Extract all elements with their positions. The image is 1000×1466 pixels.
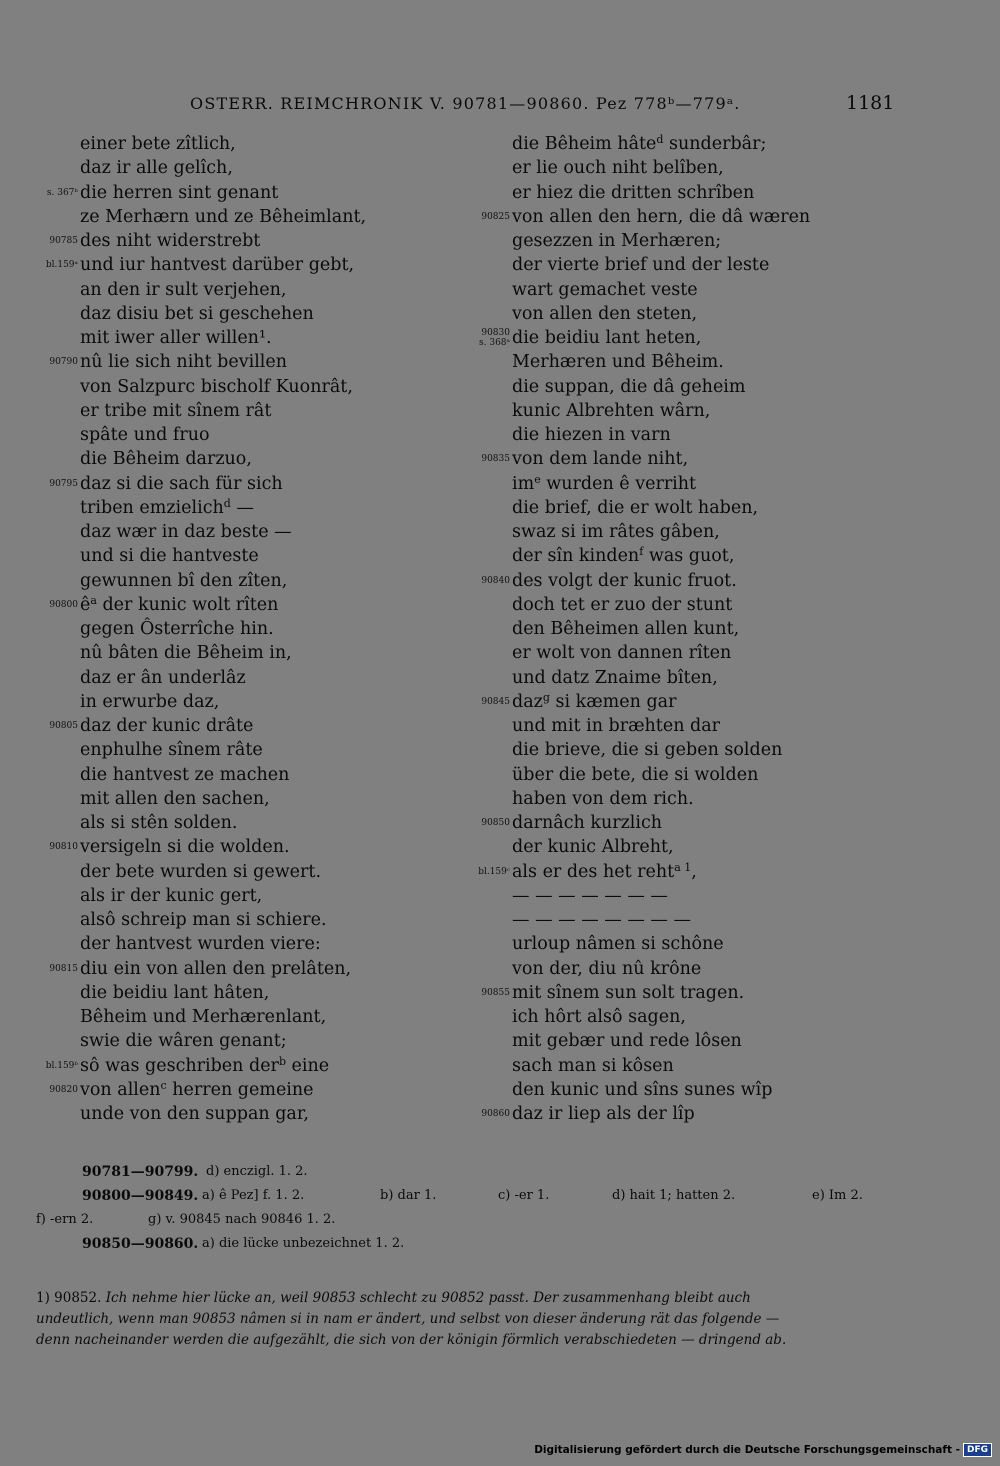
verse-line — [0, 641, 470, 665]
apparatus-range: 90850—90860. — [82, 1236, 199, 1252]
line-number: 90810 — [49, 842, 78, 853]
verse-line — [0, 205, 470, 229]
verse-line — [0, 278, 470, 302]
verse-line — [460, 326, 1000, 350]
verse-text: ich hôrt alsô sagen, — [512, 1007, 686, 1027]
verse-text: urloup nâmen si schône — [512, 934, 724, 955]
verse-text: swaz si im râtes gâben, — [512, 522, 720, 542]
apparatus-marker: d — [223, 496, 231, 510]
verse-text: daz er ân underlâz — [80, 667, 246, 688]
line-number: 90835 — [481, 454, 510, 465]
line-number: 90790 — [49, 357, 78, 368]
verse-text: über die bete, die si wolden — [512, 764, 759, 785]
verse-line — [460, 811, 1000, 835]
verse-text: von Salzpurc bischolf Kuonrât, — [80, 376, 353, 397]
verse-text: kunic Albrehten wârn, — [512, 400, 711, 421]
apparatus-entry: a) ê Pez] f. 1. 2. — [202, 1188, 305, 1203]
verse-text: als er des het reht$^{a 1}$, — [512, 860, 697, 882]
verse-line — [0, 835, 470, 859]
verse-line — [460, 641, 1000, 665]
apparatus-range: 90781—90799. — [82, 1164, 199, 1180]
verse-text: den Bêheimen allen kunt, — [512, 619, 740, 639]
verse-line — [460, 447, 1000, 471]
verse-line — [0, 399, 470, 423]
line-number: 90825 — [481, 211, 510, 222]
line-number: bl.159ᵇ — [45, 1060, 78, 1071]
verse-line — [0, 472, 470, 496]
dfg-footer — [534, 1442, 992, 1458]
verse-line — [0, 617, 470, 641]
verse-text: gesezzen in Merhæren; — [512, 231, 722, 251]
line-number: 90805 — [49, 721, 78, 731]
verse-line — [0, 181, 470, 205]
verse-text: nû bâten die Bêheim in, — [80, 643, 292, 664]
footnote-line: denn nacheinander werden die aufgezählt, die sich von der königin förmlich verabschiedeten — dringend ab. — [36, 1332, 787, 1348]
verse-line — [460, 666, 1000, 690]
verse-line — [460, 544, 1000, 568]
footnote-line — [36, 1288, 878, 1309]
verse-line — [460, 957, 1000, 981]
verse-line — [460, 423, 1000, 447]
verse-text: er tribe mit sînem rât — [80, 400, 272, 421]
verse-text: des niht widerstrebt — [80, 231, 261, 251]
verse-line — [460, 1029, 1000, 1053]
footnotes — [36, 1288, 878, 1351]
verse-text: Bêheim und Merhærenlant, — [80, 1007, 327, 1027]
verse-line — [460, 350, 1000, 374]
verse-line — [460, 932, 1000, 956]
verse-text: — — — — — — — — [512, 885, 668, 906]
verse-line — [460, 1005, 1000, 1029]
apparatus-row — [36, 1184, 896, 1208]
apparatus-entry: b) dar 1. — [380, 1188, 437, 1203]
verse-line — [460, 714, 1000, 738]
verse-line — [0, 132, 470, 156]
verse-line — [460, 617, 1000, 641]
verse-line — [0, 569, 470, 593]
verse-text: nû lie sich niht bevillen — [80, 352, 288, 373]
verse-text: die beidiu lant heten, — [512, 328, 702, 348]
apparatus-entry: d) enczigl. 1. 2. — [206, 1164, 308, 1179]
apparatus-range: 90800—90849. — [82, 1188, 199, 1204]
verse-line — [0, 811, 470, 835]
verse-text: gegen Ôsterrîche hin. — [80, 619, 274, 639]
verse-text: triben emzielich$^d$ — — [80, 496, 254, 518]
verse-line — [0, 932, 470, 956]
footer-text: Digitalisierung gefördert durch die Deutsche Forschungsgemeinschaft - — [534, 1444, 960, 1456]
verse-line — [0, 593, 470, 617]
verse-text: der bete wurden si gewert. — [80, 861, 322, 882]
verse-line — [460, 981, 1000, 1005]
verse-text: die hiezen in varn — [512, 425, 671, 445]
verse-text: daz ir alle gelîch, — [80, 158, 233, 179]
verse-text: swie die wâren genant; — [80, 1031, 287, 1052]
verse-text: mit gebær und rede lôsen — [512, 1031, 742, 1052]
verse-text: die herren sint genant — [80, 182, 279, 203]
line-number: bl.159ᶜ — [478, 866, 510, 877]
verse-text: sô was geschriben der$^b$ eine — [80, 1054, 330, 1076]
verse-text: der vierte brief und der leste — [512, 255, 770, 276]
verse-text: als si stên solden. — [80, 813, 238, 833]
verse-text: die Bêheim darzuo, — [80, 449, 252, 470]
verse-text: und iur hantvest darüber gebt, — [80, 255, 355, 276]
verse-text: alsô schreip man si schiere. — [80, 910, 327, 930]
verse-line — [0, 302, 470, 326]
verse-line — [0, 1054, 470, 1078]
line-number: bl.159ᵃ — [45, 260, 78, 271]
verse-line — [0, 738, 470, 762]
line-number: 90820 — [49, 1084, 78, 1095]
page-number: 1181 — [846, 92, 895, 114]
verse-line — [460, 302, 1000, 326]
verse-text: von dem lande niht, — [512, 449, 689, 470]
verse-line — [0, 908, 470, 932]
verse-text: die Bêheim hâte$^d$ sunderbâr; — [512, 133, 767, 154]
verse-line — [460, 278, 1000, 302]
verse-line — [460, 496, 1000, 520]
verse-line — [460, 884, 1000, 908]
verse-line — [0, 156, 470, 180]
verse-line — [0, 375, 470, 399]
verse-text: daz si die sach für sich — [80, 473, 283, 494]
verse-line — [0, 981, 470, 1005]
verse-line — [0, 763, 470, 787]
verse-text: einer bete zîtlich, — [80, 134, 236, 154]
verse-line — [460, 908, 1000, 932]
line-number: 90855 — [481, 987, 510, 998]
line-number: 90795 — [49, 478, 78, 489]
verse-text: $im^e$ wurden ê verriht — [512, 472, 697, 494]
verse-text: er lie ouch niht belîben, — [512, 158, 724, 179]
verse-text: er wolt von dannen rîten — [512, 643, 732, 664]
verse-text: diu ein von allen den prelâten, — [80, 958, 352, 979]
verse-text: mit iwer aller willen¹. — [80, 328, 272, 348]
verse-line — [0, 520, 470, 544]
line-number: 90860 — [481, 1109, 510, 1119]
line-number: s. 367ᵇ — [46, 187, 78, 198]
verse-text: in erwurbe daz, — [80, 691, 220, 712]
page-header — [0, 92, 1000, 118]
verse-line — [460, 132, 1000, 156]
verse-text: an den ir sult verjehen, — [80, 279, 287, 300]
apparatus-row — [36, 1160, 896, 1184]
verse-text: von allen den steten, — [512, 303, 698, 324]
verse-line — [460, 860, 1000, 884]
verse-line — [460, 1102, 1000, 1126]
verse-text: enphulhe sînem râte — [80, 740, 263, 761]
verse-line — [0, 666, 470, 690]
apparatus-entry: f) -ern 2. — [36, 1212, 94, 1227]
critical-apparatus — [36, 1160, 896, 1256]
apparatus-marker: a — [90, 593, 97, 607]
verse-text: ze Merhærn und ze Bêheimlant, — [80, 206, 367, 227]
apparatus-entry: e) Im 2. — [812, 1188, 863, 1203]
verse-line — [0, 957, 470, 981]
verse-text: von allen den hern, die dâ wæren — [512, 206, 811, 227]
verse-text: mit allen den sachen, — [80, 788, 270, 809]
verse-line — [460, 569, 1000, 593]
verse-line — [0, 253, 470, 277]
right-text-column — [460, 132, 1000, 1126]
verse-line — [0, 423, 470, 447]
verse-line — [0, 447, 470, 471]
verse-line — [460, 472, 1000, 496]
verse-line — [0, 229, 470, 253]
apparatus-entry: c) -er 1. — [498, 1188, 550, 1203]
line-number: 90785 — [49, 236, 78, 246]
verse-line — [460, 181, 1000, 205]
verse-line — [0, 787, 470, 811]
verse-text: und datz Znaime bîten, — [512, 667, 718, 688]
verse-text: er hiez die dritten schrîben — [512, 182, 755, 203]
verse-text: daz wær in daz beste — — [80, 522, 292, 542]
verse-line — [460, 593, 1000, 617]
line-number: 90815 — [49, 963, 78, 974]
apparatus-entry: d) hait 1; hatten 2. — [612, 1188, 736, 1203]
verse-text: doch tet er zuo der stunt — [512, 594, 733, 615]
footnote-text: Ich nehme hier lücke an, weil 90853 schlecht zu 90852 passt. Der zusammenhang bleibt auch — [105, 1290, 751, 1306]
apparatus-row — [36, 1232, 896, 1256]
verse-text: des volgt der kunic fruot. — [512, 570, 737, 591]
verse-line — [460, 375, 1000, 399]
verse-text: den kunic und sîns sunes wîp — [512, 1079, 773, 1100]
verse-line — [460, 399, 1000, 423]
verse-line — [460, 690, 1000, 714]
apparatus-marker: a 1 — [674, 860, 692, 874]
verse-line — [0, 884, 470, 908]
verse-line — [0, 1005, 470, 1029]
verse-text: von allen$^c$ herren gemeine — [80, 1078, 314, 1100]
line-number: 90830 s. 368ᵃ — [479, 328, 510, 348]
apparatus-row — [36, 1208, 896, 1232]
apparatus-marker: f — [639, 545, 644, 559]
verse-text: die beidiu lant hâten, — [80, 982, 270, 1003]
verse-text: — — — — — — — — — [512, 910, 691, 930]
apparatus-marker: c — [160, 1078, 167, 1092]
verse-line — [460, 229, 1000, 253]
verse-text: und mit in bræhten dar — [512, 716, 721, 736]
verse-line — [0, 714, 470, 738]
verse-text: sach man si kôsen — [512, 1055, 674, 1076]
verse-line — [0, 544, 470, 568]
footnote-ref: 1) 90852. — [36, 1290, 102, 1306]
dfg-logo-icon: DFG — [963, 1443, 992, 1457]
verse-line — [460, 738, 1000, 762]
verse-line — [0, 350, 470, 374]
verse-text: darnâch kurzlich — [512, 813, 663, 833]
verse-line — [460, 1078, 1000, 1102]
verse-text: der kunic Albreht, — [512, 837, 674, 858]
verse-text: haben von dem rich. — [512, 788, 694, 809]
verse-text: die suppan, die dâ geheim — [512, 376, 746, 397]
verse-text: daz der kunic drâte — [80, 716, 254, 736]
verse-line — [460, 205, 1000, 229]
verse-line — [460, 156, 1000, 180]
line-number: 90850 — [481, 818, 510, 828]
verse-text: daz ir liep als der lîp — [512, 1104, 695, 1124]
verse-line — [0, 1029, 470, 1053]
verse-text: die hantvest ze machen — [80, 764, 290, 785]
verse-text: daz$^g$ si kæmen gar — [512, 690, 677, 712]
verse-line — [0, 1078, 470, 1102]
verse-text: Merhæren und Bêheim. — [512, 352, 724, 373]
running-title: OSTERR. REIMCHRONIK V. 90781—90860. Pez 778ᵇ—779ᵃ. — [190, 94, 741, 113]
left-text-column — [0, 132, 470, 1126]
footnote-line: undeutlich, wenn man 90853 nâmen si in nam er ändert, und selbst von dieser änderung rät das folgende — — [36, 1311, 780, 1327]
verse-text: wart gemachet veste — [512, 279, 698, 300]
line-number: 90840 — [481, 575, 510, 586]
apparatus-marker: b — [278, 1054, 286, 1068]
verse-text: spâte und fruo — [80, 425, 210, 445]
verse-text: versigeln si die wolden. — [80, 837, 290, 858]
apparatus-entry: g) v. 90845 nach 90846 1. 2. — [148, 1212, 336, 1227]
verse-text: der hantvest wurden viere: — [80, 934, 321, 955]
verse-line — [460, 787, 1000, 811]
verse-line — [0, 1102, 470, 1126]
verse-line — [460, 253, 1000, 277]
verse-text: der sîn kinden$^f$ was guot, — [512, 545, 735, 567]
apparatus-marker: e — [534, 472, 541, 486]
verse-text: die brief, die er wolt haben, — [512, 497, 759, 518]
verse-text: $ê^a$ der kunic wolt rîten — [80, 593, 279, 615]
verse-text: unde von den suppan gar, — [80, 1104, 309, 1124]
verse-line — [460, 1054, 1000, 1078]
verse-text: als ir der kunic gert, — [80, 885, 263, 906]
verse-text: und si die hantveste — [80, 546, 259, 567]
apparatus-entry: a) die lücke unbezeichnet 1. 2. — [202, 1236, 405, 1251]
verse-line — [460, 520, 1000, 544]
verse-text: daz disiu bet si geschehen — [80, 303, 314, 324]
verse-line — [0, 860, 470, 884]
verse-text: die brieve, die si geben solden — [512, 740, 783, 761]
apparatus-marker: d — [656, 133, 664, 146]
line-number: 90845 — [481, 696, 510, 707]
verse-line — [460, 763, 1000, 787]
verse-text: gewunnen bî den zîten, — [80, 570, 288, 591]
verse-line — [0, 690, 470, 714]
verse-line — [0, 326, 470, 350]
verse-line — [0, 496, 470, 520]
verse-text: mit sînem sun solt tragen. — [512, 982, 745, 1003]
verse-line — [460, 835, 1000, 859]
verse-text: von der, diu nû krône — [512, 958, 702, 979]
apparatus-marker: g — [542, 690, 550, 704]
line-number: 90800 — [49, 599, 78, 610]
